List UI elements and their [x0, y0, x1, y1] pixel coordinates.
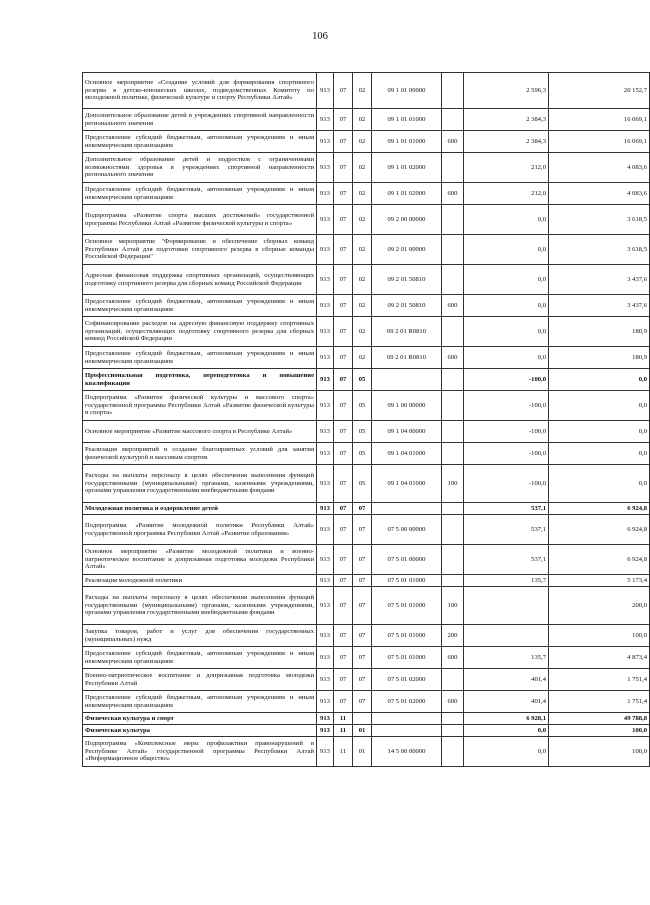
- cell-admin-code: 913: [317, 109, 334, 131]
- cell-admin-code: 913: [317, 317, 334, 347]
- cell-target-article: 09 1 04 00000: [372, 421, 442, 443]
- table-row: [83, 317, 650, 347]
- cell-amount-change: 135,7: [464, 575, 549, 587]
- cell-amount-change: 6 928,1: [464, 713, 549, 725]
- cell-section: 07: [334, 515, 353, 545]
- cell-subsection: 02: [353, 265, 372, 295]
- cell-expense-type: [442, 575, 464, 587]
- table-row: [83, 647, 650, 669]
- cell-target-article: 09 2 01 50810: [372, 265, 442, 295]
- cell-target-article: [372, 713, 442, 725]
- cell-amount-total: 49 788,8: [549, 713, 650, 725]
- cell-target-article: 07 5 01 01000: [372, 625, 442, 647]
- cell-expense-type: [442, 235, 464, 265]
- cell-amount-total: 200,0: [549, 587, 650, 625]
- cell-amount-total: 3 437,6: [549, 265, 650, 295]
- cell-expense-type: [442, 391, 464, 421]
- cell-target-article: 09 1 01 02000: [372, 153, 442, 183]
- cell-expense-type: [442, 73, 464, 109]
- cell-amount-change: 401,4: [464, 669, 549, 691]
- cell-target-article: 07 5 01 01000: [372, 587, 442, 625]
- cell-admin-code: 913: [317, 515, 334, 545]
- cell-amount-change: 401,4: [464, 691, 549, 713]
- cell-expense-type: [442, 669, 464, 691]
- cell-admin-code: 913: [317, 205, 334, 235]
- cell-amount-total: 180,9: [549, 347, 650, 369]
- table-row: [83, 265, 650, 295]
- table-row: [83, 465, 650, 503]
- cell-target-article: 09 1 01 00000: [372, 73, 442, 109]
- cell-admin-code: 913: [317, 465, 334, 503]
- table-row: [83, 183, 650, 205]
- cell-amount-change: 0,0: [464, 295, 549, 317]
- cell-subsection: 07: [353, 515, 372, 545]
- cell-subsection: 02: [353, 109, 372, 131]
- cell-section: 07: [334, 503, 353, 515]
- cell-section: 07: [334, 691, 353, 713]
- cell-amount-total: 100,0: [549, 737, 650, 767]
- cell-amount-change: 0,0: [464, 347, 549, 369]
- cell-expense-type: [442, 153, 464, 183]
- cell-amount-change: 0,0: [464, 205, 549, 235]
- cell-section: 07: [334, 545, 353, 575]
- cell-amount-change: 0,0: [464, 737, 549, 767]
- cell-subsection: 02: [353, 317, 372, 347]
- cell-target-article: 09 1 01 01000: [372, 131, 442, 153]
- cell-amount-change: [464, 587, 549, 625]
- cell-target-article: 09 1 01 01000: [372, 109, 442, 131]
- cell-section: 07: [334, 347, 353, 369]
- cell-amount-total: 4 083,6: [549, 153, 650, 183]
- cell-expense-type: [442, 737, 464, 767]
- cell-subsection: 02: [353, 183, 372, 205]
- cell-admin-code: 913: [317, 691, 334, 713]
- cell-section: 07: [334, 131, 353, 153]
- cell-name: Подпрограмма «Развитие спорта высших достижений» государственной программы Республики Алтай «Развитие физической культуры и спорта»: [83, 205, 317, 235]
- cell-name: Военно-патриотическое воспитание и допризывная подготовка молодежи Республики Алтай: [83, 669, 317, 691]
- cell-section: 07: [334, 317, 353, 347]
- cell-amount-change: 0,0: [464, 235, 549, 265]
- table-row: [83, 503, 650, 515]
- cell-subsection: 02: [353, 347, 372, 369]
- cell-name: Профессиональная подготовка, переподготовка и повышение квалификации: [83, 369, 317, 391]
- cell-target-article: [372, 503, 442, 515]
- table-row: [83, 391, 650, 421]
- cell-section: 07: [334, 647, 353, 669]
- table-row: [83, 131, 650, 153]
- table-row: [83, 369, 650, 391]
- cell-admin-code: 913: [317, 737, 334, 767]
- cell-admin-code: 913: [317, 295, 334, 317]
- cell-admin-code: 913: [317, 347, 334, 369]
- table-row: [83, 295, 650, 317]
- cell-amount-total: 3 618,5: [549, 205, 650, 235]
- cell-expense-type: [442, 317, 464, 347]
- cell-amount-change: 212,0: [464, 183, 549, 205]
- cell-expense-type: 600: [442, 647, 464, 669]
- cell-amount-total: 0,0: [549, 421, 650, 443]
- cell-admin-code: 913: [317, 421, 334, 443]
- cell-target-article: 09 1 04 01000: [372, 465, 442, 503]
- cell-section: 07: [334, 587, 353, 625]
- cell-name: Дополнительное образование детей и подростков с ограниченными возможностями здоровья в учреждениях спортивной направленности регионального значения: [83, 153, 317, 183]
- cell-amount-change: 537,1: [464, 503, 549, 515]
- cell-subsection: 02: [353, 131, 372, 153]
- cell-amount-total: 1 751,4: [549, 691, 650, 713]
- cell-amount-change: -100,0: [464, 421, 549, 443]
- cell-admin-code: 913: [317, 545, 334, 575]
- cell-expense-type: 200: [442, 625, 464, 647]
- cell-target-article: 09 2 01 R0810: [372, 317, 442, 347]
- cell-name: Предоставление субсидий бюджетным, автономным учреждениям и иным некоммерческим организациям: [83, 295, 317, 317]
- cell-expense-type: [442, 265, 464, 295]
- cell-subsection: 07: [353, 545, 372, 575]
- cell-expense-type: [442, 443, 464, 465]
- cell-subsection: 02: [353, 235, 372, 265]
- cell-admin-code: 913: [317, 713, 334, 725]
- cell-target-article: 09 2 01 50810: [372, 295, 442, 317]
- table-row: [83, 347, 650, 369]
- cell-amount-total: 16 069,1: [549, 131, 650, 153]
- cell-name: Основное мероприятие "Формирование и обеспечение сборных команд Республики Алтай для подготовки спортивного резерва в сборные команды Российской Федерации": [83, 235, 317, 265]
- cell-section: 07: [334, 575, 353, 587]
- cell-admin-code: 913: [317, 369, 334, 391]
- cell-name: Подпрограмма «Развитие физической культуры и массового спорта» государственной программы Республики Алтай «Развитие физической культуры и спорта»: [83, 391, 317, 421]
- cell-subsection: 02: [353, 153, 372, 183]
- cell-admin-code: 913: [317, 131, 334, 153]
- cell-amount-total: 4 873,4: [549, 647, 650, 669]
- cell-subsection: [353, 713, 372, 725]
- cell-admin-code: 913: [317, 647, 334, 669]
- cell-subsection: 05: [353, 391, 372, 421]
- cell-name: Реализация мероприятий и создание благоприятных условий для занятия физической культурой и массовым спортом: [83, 443, 317, 465]
- cell-section: 07: [334, 109, 353, 131]
- table-row: [83, 153, 650, 183]
- cell-expense-type: 100: [442, 587, 464, 625]
- cell-name: Молодежная политика и оздоровление детей: [83, 503, 317, 515]
- cell-name: Расходы на выплаты персоналу в целях обеспечения выполнения функций государственными (муниципальными) органами, казенными учреждениями, органами управления государственными внебюджетными фондами: [83, 587, 317, 625]
- cell-expense-type: [442, 545, 464, 575]
- cell-expense-type: [442, 503, 464, 515]
- cell-target-article: 07 5 01 02000: [372, 669, 442, 691]
- cell-expense-type: [442, 725, 464, 737]
- cell-admin-code: 913: [317, 575, 334, 587]
- table-row: [83, 421, 650, 443]
- table-row: [83, 575, 650, 587]
- cell-name: Адресная финансовая поддержка спортивных организаций, осуществляющих подготовку спортивного резерва для сборных команд Российской Федерации: [83, 265, 317, 295]
- cell-amount-total: 5 173,4: [549, 575, 650, 587]
- cell-section: 11: [334, 737, 353, 767]
- cell-amount-change: 537,1: [464, 545, 549, 575]
- cell-section: 07: [334, 625, 353, 647]
- table-row: [83, 73, 650, 109]
- cell-section: 07: [334, 369, 353, 391]
- cell-amount-change: -100,0: [464, 465, 549, 503]
- cell-subsection: 02: [353, 205, 372, 235]
- cell-target-article: 14 5 00 00000: [372, 737, 442, 767]
- cell-amount-change: -100,0: [464, 391, 549, 421]
- table-row: [83, 443, 650, 465]
- cell-target-article: 09 1 01 02000: [372, 183, 442, 205]
- cell-amount-total: 16 069,1: [549, 109, 650, 131]
- table-row: [83, 737, 650, 767]
- cell-subsection: 07: [353, 691, 372, 713]
- cell-name: Основное мероприятие «Создание условий для формирования спортивного резерва в детско-юношеских школах, подведомственных Комитету по молодежной политике, физической культуре и спорту Республики Алтай»: [83, 73, 317, 109]
- cell-expense-type: [442, 369, 464, 391]
- cell-amount-total: 0,0: [549, 465, 650, 503]
- cell-amount-change: 2 384,3: [464, 109, 549, 131]
- cell-expense-type: [442, 713, 464, 725]
- cell-expense-type: 600: [442, 131, 464, 153]
- cell-admin-code: 913: [317, 625, 334, 647]
- cell-admin-code: 913: [317, 725, 334, 737]
- table-row: [83, 691, 650, 713]
- cell-name: Подпрограмма «Развитие молодежной политики Республики Алтай» государственной программы Республики Алтай «Развитие образования»: [83, 515, 317, 545]
- cell-amount-total: 180,9: [549, 317, 650, 347]
- cell-name: Предоставление субсидий бюджетным, автономным учреждениям и иным некоммерческим организациям: [83, 691, 317, 713]
- cell-expense-type: [442, 109, 464, 131]
- cell-section: 07: [334, 443, 353, 465]
- cell-name: Подпрограмма «Комплексные меры профилактики правонарушений в Республике Алтай» государственной программы Республики Алтай «Информационное общество»: [83, 737, 317, 767]
- cell-amount-change: 0,0: [464, 317, 549, 347]
- cell-amount-total: 6 924,8: [549, 503, 650, 515]
- budget-table: [82, 72, 650, 767]
- cell-amount-change: 537,1: [464, 515, 549, 545]
- cell-admin-code: 913: [317, 503, 334, 515]
- cell-admin-code: 913: [317, 587, 334, 625]
- cell-section: 11: [334, 713, 353, 725]
- cell-admin-code: 913: [317, 669, 334, 691]
- cell-amount-change: 0,0: [464, 725, 549, 737]
- cell-section: 11: [334, 725, 353, 737]
- cell-subsection: 05: [353, 369, 372, 391]
- cell-expense-type: 100: [442, 465, 464, 503]
- cell-amount-total: 100,0: [549, 625, 650, 647]
- cell-admin-code: 913: [317, 265, 334, 295]
- cell-admin-code: 913: [317, 235, 334, 265]
- cell-section: 07: [334, 465, 353, 503]
- cell-section: 07: [334, 205, 353, 235]
- cell-subsection: 07: [353, 587, 372, 625]
- cell-section: 07: [334, 73, 353, 109]
- cell-section: 07: [334, 183, 353, 205]
- cell-amount-change: -100,0: [464, 443, 549, 465]
- cell-subsection: 05: [353, 421, 372, 443]
- cell-subsection: 02: [353, 73, 372, 109]
- cell-target-article: 09 2 01 R0810: [372, 347, 442, 369]
- cell-name: Предоставление субсидий бюджетным, автономным учреждениям и иным некоммерческим организациям: [83, 647, 317, 669]
- cell-admin-code: 913: [317, 153, 334, 183]
- cell-subsection: 07: [353, 647, 372, 669]
- cell-amount-change: 0,0: [464, 265, 549, 295]
- cell-expense-type: 600: [442, 691, 464, 713]
- cell-amount-total: 100,0: [549, 725, 650, 737]
- cell-name: Предоставление субсидий бюджетным, автономным учреждениям и иным некоммерческим организациям: [83, 183, 317, 205]
- cell-target-article: 09 2 01 00000: [372, 235, 442, 265]
- cell-subsection: 07: [353, 625, 372, 647]
- table-row: [83, 625, 650, 647]
- cell-admin-code: 913: [317, 73, 334, 109]
- cell-name: Предоставление субсидий бюджетным, автономным учреждениям и иным некоммерческим организациям: [83, 347, 317, 369]
- cell-section: 07: [334, 421, 353, 443]
- cell-name: Закупка товаров, работ и услуг для обеспечения государственных (муниципальных) нужд: [83, 625, 317, 647]
- table-row: [83, 713, 650, 725]
- cell-subsection: 07: [353, 503, 372, 515]
- cell-name: Основное мероприятие «Развитие массового спорта в Республике Алтай»: [83, 421, 317, 443]
- cell-amount-change: 2 384,3: [464, 131, 549, 153]
- cell-subsection: 05: [353, 443, 372, 465]
- cell-section: 07: [334, 235, 353, 265]
- cell-amount-total: 6 924,8: [549, 545, 650, 575]
- cell-expense-type: [442, 515, 464, 545]
- cell-amount-total: 20 152,7: [549, 73, 650, 109]
- cell-target-article: 07 5 01 01000: [372, 647, 442, 669]
- cell-name: Дополнительное образование детей в учреждениях спортивной направленности регионального значения: [83, 109, 317, 131]
- cell-subsection: 05: [353, 465, 372, 503]
- cell-target-article: 07 5 01 00000: [372, 545, 442, 575]
- cell-name: Софинансирование расходов на адресную финансовую поддержку спортивных организаций, осуществляющих подготовку спортивного резерва для сборных команд Российской Федерации: [83, 317, 317, 347]
- cell-target-article: 09 2 00 00000: [372, 205, 442, 235]
- cell-amount-total: 3 618,5: [549, 235, 650, 265]
- table-row: [83, 109, 650, 131]
- cell-name: Расходы на выплаты персоналу в целях обеспечения выполнения функций государственными (муниципальными) органами, казенными учреждениями, органами управления государственными внебюджетными фондами: [83, 465, 317, 503]
- cell-amount-total: 1 751,4: [549, 669, 650, 691]
- table-row: [83, 515, 650, 545]
- cell-expense-type: 600: [442, 183, 464, 205]
- table-body: [83, 73, 650, 767]
- cell-target-article: [372, 369, 442, 391]
- cell-amount-total: 0,0: [549, 391, 650, 421]
- table-row: [83, 587, 650, 625]
- cell-section: 07: [334, 391, 353, 421]
- cell-amount-change: 212,0: [464, 153, 549, 183]
- cell-name: Основное мероприятие «Развитие молодежной политики и военно-патриотическое воспитание и допризывная подготовка молодежи Республики Алтай»: [83, 545, 317, 575]
- cell-admin-code: 913: [317, 183, 334, 205]
- cell-amount-change: [464, 625, 549, 647]
- cell-target-article: 07 5 00 00000: [372, 515, 442, 545]
- cell-expense-type: 600: [442, 347, 464, 369]
- cell-expense-type: 600: [442, 295, 464, 317]
- cell-expense-type: [442, 205, 464, 235]
- cell-amount-total: 0,0: [549, 443, 650, 465]
- cell-amount-change: -100,0: [464, 369, 549, 391]
- cell-amount-change: 2 596,3: [464, 73, 549, 109]
- cell-subsection: 07: [353, 669, 372, 691]
- cell-section: 07: [334, 295, 353, 317]
- table-row: [83, 669, 650, 691]
- cell-name: Предоставление субсидий бюджетным, автономным учреждениям и иным некоммерческим организациям: [83, 131, 317, 153]
- cell-subsection: 01: [353, 725, 372, 737]
- cell-amount-total: 6 924,8: [549, 515, 650, 545]
- cell-amount-total: 3 437,6: [549, 295, 650, 317]
- cell-target-article: 09 1 04 01000: [372, 443, 442, 465]
- cell-subsection: 01: [353, 737, 372, 767]
- cell-target-article: [372, 725, 442, 737]
- cell-amount-change: 135,7: [464, 647, 549, 669]
- cell-amount-total: 0,0: [549, 369, 650, 391]
- cell-amount-total: 4 083,6: [549, 183, 650, 205]
- table-row: [83, 235, 650, 265]
- page-number: 106: [312, 31, 328, 42]
- cell-expense-type: [442, 421, 464, 443]
- cell-admin-code: 913: [317, 391, 334, 421]
- cell-section: 07: [334, 153, 353, 183]
- cell-section: 07: [334, 265, 353, 295]
- table-row: [83, 725, 650, 737]
- cell-target-article: 07 5 01 01000: [372, 575, 442, 587]
- cell-section: 07: [334, 669, 353, 691]
- cell-target-article: 09 1 00 00000: [372, 391, 442, 421]
- cell-admin-code: 913: [317, 443, 334, 465]
- table-row: [83, 545, 650, 575]
- cell-target-article: 07 5 01 02000: [372, 691, 442, 713]
- cell-subsection: 07: [353, 575, 372, 587]
- cell-name: Физическая культура: [83, 725, 317, 737]
- cell-name: Физическая культура и спорт: [83, 713, 317, 725]
- cell-subsection: 02: [353, 295, 372, 317]
- cell-name: Реализация молодежной политики: [83, 575, 317, 587]
- table-row: [83, 205, 650, 235]
